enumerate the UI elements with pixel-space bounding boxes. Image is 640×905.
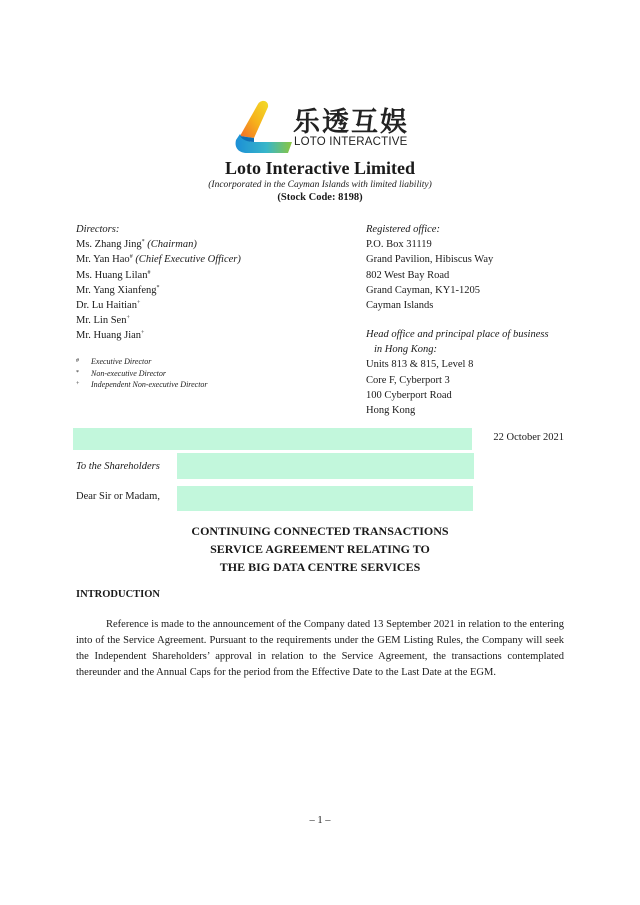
address-line: Core F, Cyberport 3 [366, 374, 450, 386]
letter-salutation: Dear Sir or Madam, [76, 491, 160, 502]
registered-office-heading: Registered office: [366, 224, 440, 235]
director-legend [76, 356, 208, 391]
director-row: Mr. Huang Jian+ [76, 330, 145, 342]
introduction-paragraph: Reference is made to the announcement of the Company dated 13 September 2021 in relation to the entering into of the Service Agreement. Pursuant to the requirements under the GEM Listing Rules, the Company will seek the Independent Shareholders’ approval in relation to the Service Agreement, the transactions contemplated thereunder and the Annual Caps for the period from the Effective Date to the Last Date at the EGM. [76, 619, 564, 678]
letter-date: 22 October 2021 [493, 432, 564, 443]
loto-logo-mark-icon [230, 98, 292, 156]
directors-block [76, 222, 241, 344]
director-row: Mr. Yang Xianfeng* [76, 284, 160, 296]
address-line: 100 Cyberport Road [366, 389, 452, 401]
address-line: Grand Pavilion, Hibiscus Way [366, 254, 494, 266]
company-logo [230, 98, 430, 156]
registered-office-block [366, 222, 493, 313]
head-office-block [366, 327, 549, 418]
address-line: 802 West Bay Road [366, 269, 450, 281]
director-row: Ms. Zhang Jing* (Chairman) [76, 239, 197, 251]
incorporation-note: (Incorporated in the Cayman Islands with limited liability) [208, 180, 432, 190]
section-heading-introduction: INTRODUCTION [76, 589, 161, 600]
legend-item: # Executive Director [76, 357, 152, 366]
letter-recipient: To the Shareholders [76, 461, 160, 472]
legend-item: + Independent Non-executive Director [76, 380, 208, 389]
address-line: P.O. Box 31119 [366, 239, 432, 251]
redaction-block [73, 428, 472, 450]
address-line: Grand Cayman, KY1-1205 [366, 284, 481, 296]
logo-english-name: LOTO INTERACTIVE [294, 136, 408, 148]
director-row: Dr. Lu Haitian+ [76, 300, 141, 312]
directors-heading: Directors: [76, 224, 120, 235]
director-row: Mr. Lin Sen+ [76, 315, 130, 327]
legend-item: * Non-executive Director [76, 368, 167, 378]
logo-chinese-name: 乐透互娱 [293, 107, 409, 138]
company-name: Loto Interactive Limited [225, 158, 415, 178]
director-row: Mr. Yan Hao# (Chief Executive Officer) [76, 254, 241, 266]
redaction-block [177, 486, 473, 511]
page-number: – 1 – [309, 815, 331, 826]
document-title [0, 522, 640, 576]
address-line: Units 813 & 815, Level 8 [366, 359, 474, 371]
director-row: Ms. Huang Lilan# [76, 269, 151, 281]
title-line: THE BIG DATA CENTRE SERVICES [219, 560, 421, 574]
stock-code: (Stock Code: 8198) [277, 192, 363, 203]
title-line: CONTINUING CONNECTED TRANSACTIONS [191, 524, 449, 538]
address-line: Cayman Islands [366, 300, 434, 312]
head-office-heading: Head office and principal place of business [366, 329, 549, 340]
redaction-block [177, 453, 474, 479]
head-office-heading-cont: in Hong Kong: [374, 344, 437, 356]
title-line: SERVICE AGREEMENT RELATING TO [210, 542, 430, 556]
address-line: Hong Kong [366, 405, 416, 417]
